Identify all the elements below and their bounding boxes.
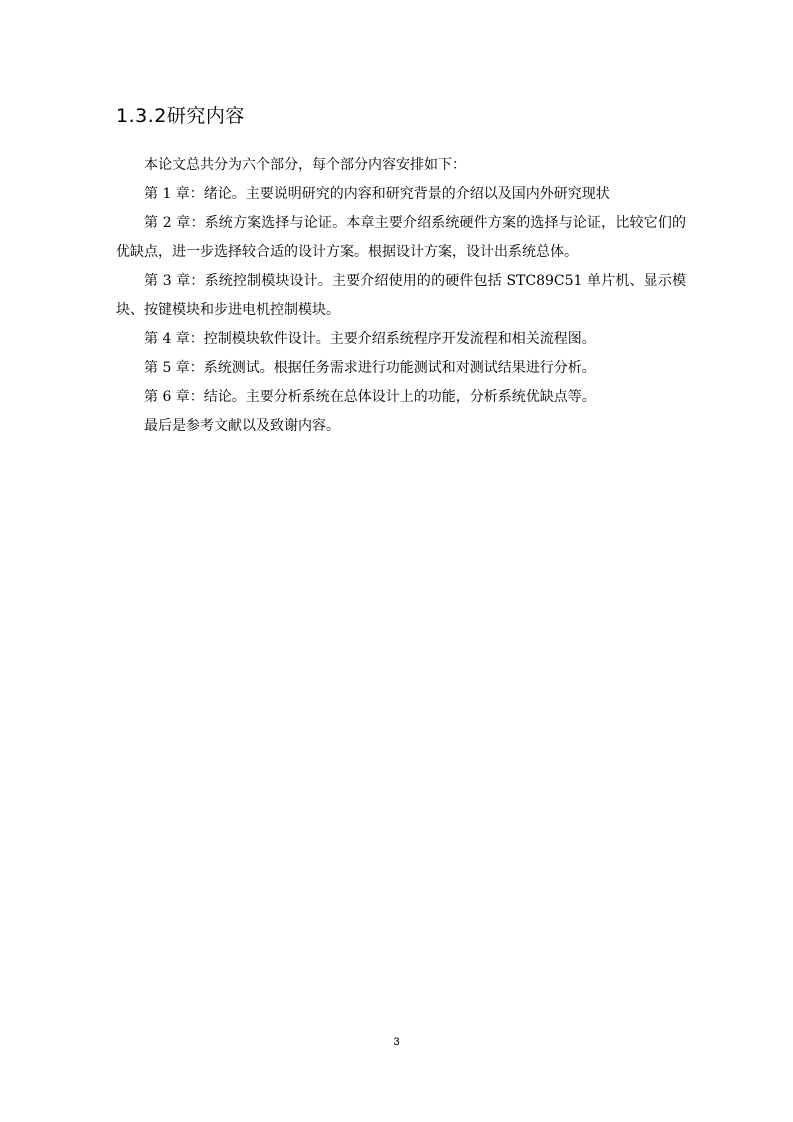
closing-paragraph: 最后是参考文献以及致谢内容。: [144, 418, 340, 434]
section-body: [116, 151, 686, 441]
chapter-2-paragraph: 第 2 章：系统方案选择与论证。本章主要介绍系统硬件方案的选择与论证，比较它们的优缺点，进一步选择较合适的设计方案。根据设计方案，设计出系统总体。: [116, 215, 686, 260]
chapter-5-paragraph: 第 5 章：系统测试。根据任务需求进行功能测试和对测试结果进行分析。: [144, 360, 596, 376]
chapter-3-paragraph: 第 3 章：系统控制模块设计。主要介绍使用的的硬件包括 STC89C51 单片机、显示模块、按键模块和步进电机控制模块。: [116, 273, 686, 318]
chapter-4-paragraph: 第 4 章：控制模块软件设计。主要介绍系统程序开发流程和相关流程图。: [144, 331, 596, 347]
chapter-1-paragraph: 第 1 章：绪论。主要说明研究的内容和研究背景的介绍以及国内外研究现状: [144, 186, 610, 202]
chapter-6-paragraph: 第 6 章：结论。主要分析系统在总体设计上的功能，分析系统优缺点等。: [144, 389, 596, 405]
page-number: 3: [393, 1036, 400, 1048]
section-title: 研究内容: [166, 105, 245, 127]
section-number: 1.3.2: [116, 105, 167, 127]
section-heading: [116, 104, 245, 128]
intro-paragraph: 本论文总共分为六个部分，每个部分内容安排如下：: [144, 157, 466, 173]
